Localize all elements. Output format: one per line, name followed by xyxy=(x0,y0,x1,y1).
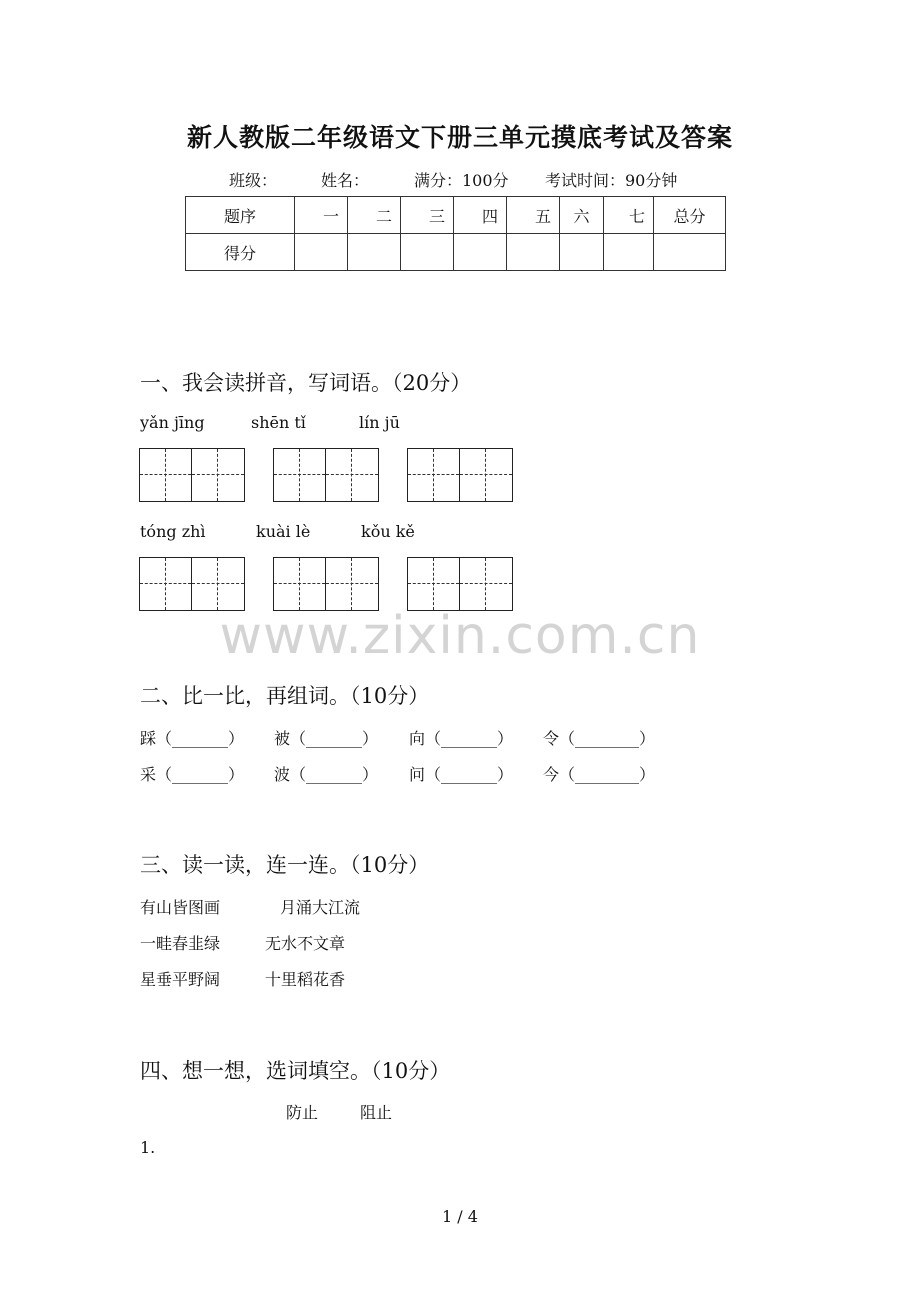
poem-line-right[interactable]: 月涌大江流 xyxy=(280,898,361,917)
tianzige-cell[interactable] xyxy=(326,449,378,501)
pinyin-label: tóng zhì xyxy=(140,522,206,541)
pinyin-label: kǒu kě xyxy=(361,522,415,541)
word-blank[interactable]: 采（_______） xyxy=(140,765,245,784)
total-score-cell[interactable] xyxy=(654,234,726,271)
tianzige-cell[interactable] xyxy=(192,558,244,610)
section-4-title: 四、想一想，选词填空。（10分） xyxy=(140,1059,451,1083)
score-cell[interactable] xyxy=(295,234,348,271)
poem-line-left[interactable]: 一畦春韭绿 xyxy=(140,934,221,953)
header-cell: 三 xyxy=(401,197,454,234)
class-label: 班级： xyxy=(229,171,278,190)
writing-grid[interactable] xyxy=(407,557,513,611)
score-cell[interactable] xyxy=(560,234,604,271)
tianzige-cell[interactable] xyxy=(274,449,326,501)
score-cell[interactable] xyxy=(454,234,507,271)
section-1-title: 一、我会读拼音，写词语。（20分） xyxy=(140,371,472,395)
word-blank[interactable]: 向（_______） xyxy=(409,729,514,748)
writing-grid[interactable] xyxy=(407,448,513,502)
header-cell: 四 xyxy=(454,197,507,234)
page-number: 1 / 4 xyxy=(442,1207,478,1226)
header-cell: 五 xyxy=(507,197,560,234)
name-label: 姓名： xyxy=(321,171,370,190)
writing-grid[interactable] xyxy=(139,448,245,502)
header-cell: 一 xyxy=(295,197,348,234)
pinyin-label: kuài lè xyxy=(256,522,311,541)
header-cell: 二 xyxy=(348,197,401,234)
tianzige-cell[interactable] xyxy=(408,558,460,610)
writing-grid[interactable] xyxy=(273,448,379,502)
question-order-label: 题序 xyxy=(186,197,295,234)
writing-grid[interactable] xyxy=(139,557,245,611)
tianzige-cell[interactable] xyxy=(140,449,192,501)
word-blank[interactable]: 问（_______） xyxy=(409,765,514,784)
pinyin-label: shēn tǐ xyxy=(251,413,306,432)
poem-line-left[interactable]: 有山皆图画 xyxy=(140,898,221,917)
score-table-score-row xyxy=(186,234,726,271)
poem-line-left[interactable]: 星垂平野阔 xyxy=(140,970,221,989)
poem-line-right[interactable]: 十里稻花香 xyxy=(265,970,346,989)
score-table xyxy=(185,196,726,271)
word-choice: 防止 xyxy=(286,1103,319,1122)
tianzige-cell[interactable] xyxy=(274,558,326,610)
watermark: www.zixin.com.cn xyxy=(219,606,701,666)
tianzige-cell[interactable] xyxy=(408,449,460,501)
pinyin-label: lín jū xyxy=(359,413,400,432)
full-score: 满分：100分 xyxy=(414,171,509,190)
poem-line-right[interactable]: 无水不文章 xyxy=(265,934,346,953)
score-cell[interactable] xyxy=(348,234,401,271)
score-cell[interactable] xyxy=(401,234,454,271)
tianzige-cell[interactable] xyxy=(140,558,192,610)
question-number: 1. xyxy=(140,1138,156,1157)
tianzige-cell[interactable] xyxy=(460,449,512,501)
score-cell[interactable] xyxy=(604,234,654,271)
word-blank[interactable]: 踩（_______） xyxy=(140,729,245,748)
section-3-title: 三、读一读，连一连。（10分） xyxy=(140,853,430,877)
header-cell: 六 xyxy=(560,197,604,234)
document-title: 新人教版二年级语文下册三单元摸底考试及答案 xyxy=(186,123,733,152)
word-blank[interactable]: 今（________） xyxy=(543,765,656,784)
exam-time: 考试时间：90分钟 xyxy=(545,171,678,190)
word-blank[interactable]: 波（_______） xyxy=(274,765,379,784)
score-cell[interactable] xyxy=(507,234,560,271)
header-cell: 七 xyxy=(604,197,654,234)
pinyin-label: yǎn jīng xyxy=(140,413,205,432)
tianzige-cell[interactable] xyxy=(326,558,378,610)
score-label: 得分 xyxy=(186,234,295,271)
total-label: 总分 xyxy=(654,197,726,234)
tianzige-cell[interactable] xyxy=(192,449,244,501)
word-choice: 阻止 xyxy=(360,1103,393,1122)
word-blank[interactable]: 被（_______） xyxy=(274,729,379,748)
writing-grid[interactable] xyxy=(273,557,379,611)
word-blank[interactable]: 令（________） xyxy=(543,729,656,748)
score-table-header-row xyxy=(186,197,726,234)
tianzige-cell[interactable] xyxy=(460,558,512,610)
section-2-title: 二、比一比，再组词。（10分） xyxy=(140,684,430,708)
